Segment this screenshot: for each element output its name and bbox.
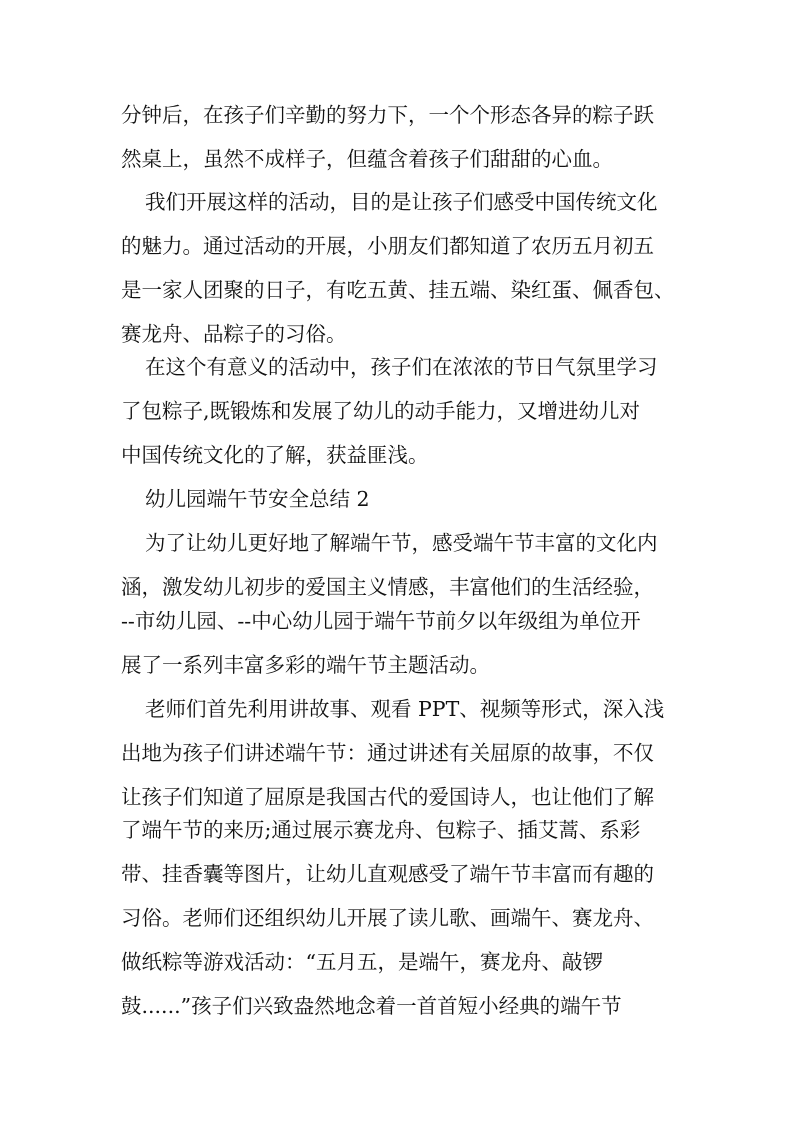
- text-line: 做纸粽等游戏活动：“五月五，是端午，赛龙舟、敲锣: [121, 950, 603, 974]
- section-heading: 幼儿园端午节安全总结 2: [145, 487, 370, 511]
- text-line: 了端午节的来历;通过展示赛龙舟、包粽子、插艾蒿、系彩: [121, 818, 641, 842]
- text-line: 出地为孩子们讲述端午节：通过讲述有关屈原的故事，不仅: [121, 741, 654, 765]
- text-line: 赛龙舟、品粽子的习俗。: [121, 322, 347, 346]
- text-line: 展了一系列丰富多彩的端午节主题活动。: [121, 653, 490, 677]
- text-line: 让孩子们知道了屈原是我国古代的爱国诗人，也让他们了解: [121, 785, 654, 809]
- text-line: 然桌上，虽然不成样子，但蕴含着孩子们甜甜的心血。: [121, 147, 613, 171]
- text-line: 是一家人团聚的日子，有吃五黄、挂五端、染红蛋、佩香包、: [121, 278, 675, 302]
- text-line: 涵，激发幼儿初步的爱国主义情感，丰富他们的生活经验，: [121, 575, 654, 599]
- text-line: 带、挂香囊等图片，让幼儿直观感受了端午节丰富而有趣的: [121, 862, 654, 886]
- paragraph-start-line: 在这个有意义的活动中，孩子们在浓浓的节日气氛里学习: [145, 355, 658, 379]
- text-line: 鼓......”孩子们兴致盎然地念着一首首短小经典的端午节: [121, 994, 622, 1018]
- paragraph-start-line: 我们开展这样的活动，目的是让孩子们感受中国传统文化: [145, 190, 658, 214]
- paragraph-start-line: 老师们首先利用讲故事、观看 PPT、视频等形式，深入浅: [145, 697, 665, 721]
- text-line: 了包粽子,既锻炼和发展了幼儿的动手能力，又增进幼儿对: [121, 399, 641, 423]
- text-line: 的魅力。通过活动的开展，小朋友们都知道了农历五月初五: [121, 234, 654, 258]
- text-line: --市幼儿园、--中心幼儿园于端午节前夕以年级组为单位开: [121, 609, 641, 633]
- paragraph-start-line: 为了让幼儿更好地了解端午节，感受端午节丰富的文化内: [145, 531, 658, 555]
- text-line: 习俗。老师们还组织幼儿开展了读儿歌、画端午、赛龙舟、: [121, 906, 654, 930]
- text-line: 中国传统文化的了解，获益匪浅。: [121, 443, 429, 467]
- text-line: 分钟后，在孩子们辛勤的努力下，一个个形态各异的粽子跃: [121, 103, 654, 127]
